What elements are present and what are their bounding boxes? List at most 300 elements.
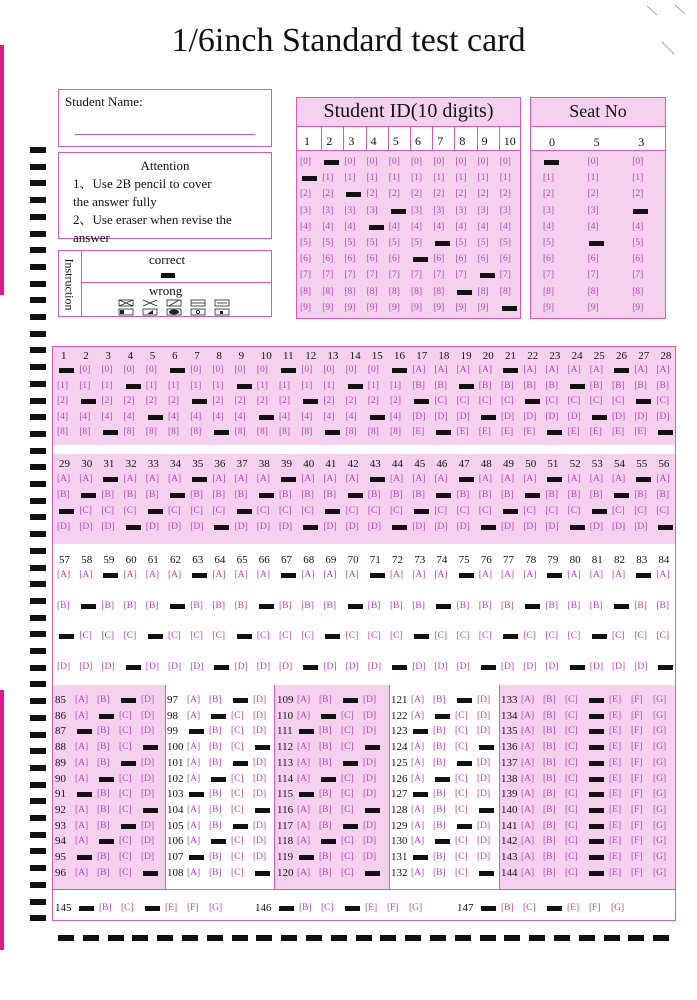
- answer-bubble[interactable]: [E]: [412, 427, 425, 438]
- student-id-bubble[interactable]: [3]: [344, 205, 356, 216]
- answer-bubble[interactable]: [D]: [363, 836, 377, 847]
- student-id-bubble[interactable]: [5]: [455, 238, 467, 248]
- answer-bubble[interactable]: [D]: [477, 820, 491, 831]
- answer-bubble[interactable]: [C]: [565, 695, 578, 705]
- answer-bubble[interactable]: [D]: [253, 820, 267, 831]
- student-id-bubble[interactable]: [2]: [477, 189, 489, 200]
- student-id-bubble[interactable]: [9]: [411, 302, 423, 313]
- answer-bubble[interactable]: [B]: [101, 490, 115, 500]
- answer-bubble[interactable]: [B]: [433, 867, 446, 878]
- answer-bubble[interactable]: [A]: [297, 804, 311, 815]
- answer-bubble[interactable]: [B]: [589, 380, 603, 391]
- answer-bubble[interactable]: [B]: [319, 852, 332, 862]
- answer-bubble[interactable]: [A]: [612, 570, 626, 580]
- answer-bubble[interactable]: [C]: [119, 789, 132, 800]
- student-id-bubble[interactable]: [6]: [344, 254, 356, 265]
- student-id-bubble[interactable]: [6]: [388, 254, 400, 265]
- answer-bubble[interactable]: [C]: [565, 867, 578, 878]
- seat-no-bubble[interactable]: [5]: [632, 238, 644, 248]
- answer-bubble[interactable]: [0]: [190, 365, 202, 375]
- answer-bubble[interactable]: [C]: [231, 836, 244, 847]
- answer-bubble[interactable]: [C]: [523, 631, 536, 641]
- answer-bubble[interactable]: [B]: [412, 380, 425, 391]
- student-id-bubble[interactable]: [2]: [455, 189, 467, 200]
- answer-bubble[interactable]: [C]: [545, 396, 559, 407]
- answer-bubble[interactable]: [A]: [411, 710, 425, 721]
- answer-bubble[interactable]: [1]: [301, 380, 313, 391]
- answer-bubble[interactable]: [8]: [234, 427, 246, 438]
- answer-bubble[interactable]: [C]: [434, 631, 448, 641]
- answer-bubble[interactable]: [B]: [209, 804, 222, 815]
- answer-bubble[interactable]: [A]: [256, 570, 270, 580]
- answer-bubble[interactable]: [2]: [256, 396, 268, 407]
- answer-bubble[interactable]: [C]: [279, 631, 292, 641]
- answer-bubble[interactable]: [4]: [323, 411, 335, 422]
- answer-bubble[interactable]: [C]: [523, 903, 536, 913]
- answer-bubble[interactable]: [C]: [79, 631, 92, 641]
- answer-bubble[interactable]: [A]: [434, 365, 448, 375]
- answer-bubble[interactable]: [D]: [234, 661, 248, 672]
- answer-bubble[interactable]: [D]: [145, 661, 159, 672]
- answer-bubble[interactable]: [D]: [523, 661, 537, 672]
- answer-bubble[interactable]: [D]: [256, 522, 270, 532]
- answer-bubble[interactable]: [B]: [589, 490, 603, 500]
- student-id-bubble[interactable]: [5]: [366, 238, 378, 248]
- answer-bubble[interactable]: [4]: [101, 411, 113, 422]
- answer-bubble[interactable]: [B]: [656, 490, 670, 500]
- student-id-bubble[interactable]: [4]: [300, 221, 312, 232]
- answer-bubble[interactable]: [D]: [501, 661, 515, 672]
- answer-bubble[interactable]: [1]: [212, 380, 224, 391]
- answer-bubble[interactable]: [D]: [79, 661, 93, 672]
- answer-bubble[interactable]: [B]: [501, 600, 514, 611]
- answer-bubble[interactable]: [8]: [123, 427, 135, 438]
- seat-no-bubble[interactable]: [8]: [543, 286, 555, 297]
- answer-bubble[interactable]: [B]: [190, 600, 203, 611]
- answer-bubble[interactable]: [1]: [390, 380, 402, 391]
- answer-bubble[interactable]: [B]: [543, 836, 556, 847]
- answer-bubble[interactable]: [C]: [341, 710, 354, 721]
- answer-bubble[interactable]: [E]: [609, 757, 622, 768]
- answer-bubble[interactable]: [0]: [79, 365, 91, 375]
- answer-bubble[interactable]: [D]: [363, 773, 377, 784]
- answer-bubble[interactable]: [C]: [341, 789, 354, 800]
- student-id-bubble[interactable]: [3]: [499, 205, 511, 216]
- answer-bubble[interactable]: [A]: [297, 820, 311, 831]
- answer-bubble[interactable]: [F]: [631, 695, 643, 705]
- answer-bubble[interactable]: [E]: [609, 726, 622, 737]
- answer-bubble[interactable]: [A]: [501, 570, 515, 580]
- answer-bubble[interactable]: [8]: [79, 427, 91, 438]
- seat-no-bubble[interactable]: [2]: [632, 189, 644, 200]
- answer-bubble[interactable]: [B]: [123, 600, 137, 611]
- answer-bubble[interactable]: [A]: [411, 820, 425, 831]
- answer-bubble[interactable]: [D]: [323, 522, 337, 532]
- student-id-bubble[interactable]: [6]: [366, 254, 378, 265]
- answer-bubble[interactable]: [A]: [478, 365, 492, 375]
- answer-bubble[interactable]: [1]: [367, 380, 379, 391]
- student-id-bubble[interactable]: [8]: [477, 286, 489, 297]
- answer-bubble[interactable]: [B]: [543, 757, 556, 768]
- answer-bubble[interactable]: [C]: [212, 631, 226, 641]
- answer-bubble[interactable]: [C]: [390, 506, 403, 516]
- answer-bubble[interactable]: [A]: [521, 710, 535, 721]
- answer-bubble[interactable]: [D]: [523, 522, 537, 532]
- answer-bubble[interactable]: [D]: [168, 661, 182, 672]
- answer-bubble[interactable]: [B]: [209, 820, 222, 831]
- answer-bubble[interactable]: [B]: [433, 820, 446, 831]
- answer-bubble[interactable]: [C]: [455, 789, 468, 800]
- answer-bubble[interactable]: [B]: [319, 820, 332, 831]
- answer-bubble[interactable]: [D]: [79, 522, 93, 532]
- answer-bubble[interactable]: [A]: [411, 867, 425, 878]
- answer-bubble[interactable]: [A]: [168, 570, 182, 580]
- answer-bubble[interactable]: [A]: [412, 474, 426, 484]
- student-id-bubble[interactable]: [3]: [455, 205, 467, 216]
- student-id-bubble[interactable]: [5]: [477, 238, 489, 248]
- answer-bubble[interactable]: [C]: [434, 396, 448, 407]
- answer-bubble[interactable]: [2]: [390, 396, 402, 407]
- student-id-bubble[interactable]: [5]: [499, 238, 511, 248]
- answer-bubble[interactable]: [C]: [634, 506, 647, 516]
- answer-bubble[interactable]: [A]: [656, 570, 670, 580]
- answer-bubble[interactable]: [4]: [57, 411, 69, 422]
- answer-bubble[interactable]: [C]: [341, 773, 354, 784]
- student-id-bubble[interactable]: [3]: [322, 205, 334, 216]
- answer-bubble[interactable]: [D]: [345, 522, 359, 532]
- answer-bubble[interactable]: [C]: [279, 506, 292, 516]
- student-id-bubble[interactable]: [1]: [322, 173, 334, 184]
- answer-bubble[interactable]: [D]: [141, 852, 155, 862]
- answer-bubble[interactable]: [C]: [341, 742, 354, 753]
- answer-bubble[interactable]: [A]: [187, 757, 201, 768]
- answer-bubble[interactable]: [A]: [521, 867, 535, 878]
- answer-bubble[interactable]: [A]: [456, 365, 470, 375]
- answer-bubble[interactable]: [B]: [545, 380, 559, 391]
- answer-bubble[interactable]: [A]: [412, 570, 426, 580]
- answer-bubble[interactable]: [G]: [653, 726, 667, 737]
- answer-bubble[interactable]: [D]: [477, 852, 491, 862]
- answer-bubble[interactable]: [D]: [190, 661, 204, 672]
- answer-bubble[interactable]: [D]: [456, 411, 470, 422]
- answer-bubble[interactable]: [A]: [656, 474, 670, 484]
- answer-bubble[interactable]: [G]: [209, 903, 223, 913]
- answer-bubble[interactable]: [B]: [434, 380, 448, 391]
- answer-bubble[interactable]: [D]: [412, 522, 426, 532]
- answer-bubble[interactable]: [C]: [231, 726, 244, 737]
- answer-bubble[interactable]: [8]: [168, 427, 180, 438]
- student-id-bubble[interactable]: [1]: [344, 173, 356, 184]
- answer-bubble[interactable]: [D]: [253, 836, 267, 847]
- answer-bubble[interactable]: [B]: [567, 490, 581, 500]
- answer-bubble[interactable]: [C]: [455, 742, 468, 753]
- answer-bubble[interactable]: [C]: [345, 631, 359, 641]
- answer-bubble[interactable]: [C]: [168, 631, 181, 641]
- answer-bubble[interactable]: [D]: [363, 852, 377, 862]
- answer-bubble[interactable]: [D]: [545, 522, 559, 532]
- answer-bubble[interactable]: [D]: [477, 773, 491, 784]
- answer-bubble[interactable]: [F]: [387, 903, 399, 913]
- answer-bubble[interactable]: [D]: [141, 726, 155, 737]
- answer-bubble[interactable]: [0]: [234, 365, 246, 375]
- seat-no-bubble[interactable]: [1]: [632, 173, 644, 184]
- student-id-bubble[interactable]: [8]: [344, 286, 356, 297]
- answer-bubble[interactable]: [F]: [631, 820, 643, 831]
- answer-bubble[interactable]: [A]: [187, 867, 201, 878]
- answer-bubble[interactable]: [C]: [119, 852, 132, 862]
- answer-bubble[interactable]: [C]: [212, 506, 226, 516]
- answer-bubble[interactable]: [C]: [119, 710, 132, 721]
- answer-bubble[interactable]: [B]: [634, 380, 647, 391]
- answer-bubble[interactable]: [D]: [168, 522, 182, 532]
- answer-bubble[interactable]: [D]: [141, 836, 155, 847]
- answer-bubble[interactable]: [4]: [123, 411, 135, 422]
- answer-bubble[interactable]: [8]: [145, 427, 157, 438]
- student-id-bubble[interactable]: [7]: [300, 270, 312, 281]
- answer-bubble[interactable]: [E]: [609, 695, 622, 705]
- answer-bubble[interactable]: [A]: [145, 474, 159, 484]
- answer-bubble[interactable]: [A]: [297, 757, 311, 768]
- answer-bubble[interactable]: [2]: [234, 396, 246, 407]
- answer-bubble[interactable]: [A]: [79, 570, 93, 580]
- answer-bubble[interactable]: [C]: [341, 726, 354, 737]
- answer-bubble[interactable]: [A]: [57, 570, 71, 580]
- answer-bubble[interactable]: [A]: [79, 474, 93, 484]
- answer-bubble[interactable]: [B]: [234, 490, 248, 500]
- answer-bubble[interactable]: [E]: [501, 427, 514, 438]
- student-id-bubble[interactable]: [0]: [433, 157, 445, 167]
- answer-bubble[interactable]: [B]: [478, 380, 492, 391]
- answer-bubble[interactable]: [C]: [231, 773, 244, 784]
- answer-bubble[interactable]: [C]: [345, 506, 359, 516]
- answer-bubble[interactable]: [A]: [411, 757, 425, 768]
- answer-bubble[interactable]: [A]: [521, 804, 535, 815]
- answer-bubble[interactable]: [D]: [589, 522, 603, 532]
- answer-bubble[interactable]: [D]: [456, 522, 470, 532]
- answer-bubble[interactable]: [G]: [653, 757, 667, 768]
- answer-bubble[interactable]: [0]: [212, 365, 224, 375]
- answer-bubble[interactable]: [0]: [256, 365, 268, 375]
- answer-bubble[interactable]: [C]: [565, 836, 578, 847]
- answer-bubble[interactable]: [A]: [412, 365, 426, 375]
- answer-bubble[interactable]: [C]: [231, 742, 244, 753]
- answer-bubble[interactable]: [A]: [345, 570, 359, 580]
- answer-bubble[interactable]: [C]: [231, 789, 244, 800]
- seat-no-bubble[interactable]: [1]: [543, 173, 555, 184]
- answer-bubble[interactable]: [A]: [75, 773, 89, 784]
- answer-bubble[interactable]: [B]: [478, 490, 492, 500]
- answer-bubble[interactable]: [A]: [187, 820, 201, 831]
- student-id-bubble[interactable]: [6]: [300, 254, 312, 265]
- seat-no-bubble[interactable]: [0]: [632, 157, 644, 167]
- seat-no-bubble[interactable]: [7]: [543, 270, 555, 281]
- answer-bubble[interactable]: [D]: [477, 836, 491, 847]
- answer-bubble[interactable]: [A]: [345, 474, 359, 484]
- student-id-bubble[interactable]: [7]: [455, 270, 467, 281]
- answer-bubble[interactable]: [C]: [119, 804, 132, 815]
- student-id-bubble[interactable]: [0]: [499, 157, 511, 167]
- seat-no-bubble[interactable]: [8]: [632, 286, 644, 297]
- student-id-bubble[interactable]: [9]: [300, 302, 312, 313]
- seat-no-bubble[interactable]: [4]: [543, 221, 555, 232]
- student-id-bubble[interactable]: [7]: [499, 270, 511, 281]
- answer-bubble[interactable]: [D]: [434, 661, 448, 672]
- answer-bubble[interactable]: [B]: [543, 695, 556, 705]
- seat-no-bubble[interactable]: [9]: [587, 302, 599, 313]
- answer-bubble[interactable]: [B]: [543, 742, 556, 753]
- student-id-bubble[interactable]: [7]: [322, 270, 334, 281]
- answer-bubble[interactable]: [E]: [612, 427, 625, 438]
- student-id-bubble[interactable]: [6]: [322, 254, 334, 265]
- student-id-bubble[interactable]: [8]: [499, 286, 511, 297]
- answer-bubble[interactable]: [B]: [319, 726, 332, 737]
- answer-bubble[interactable]: [C]: [121, 903, 134, 913]
- student-id-bubble[interactable]: [2]: [322, 189, 334, 200]
- answer-bubble[interactable]: [B]: [97, 695, 110, 705]
- answer-bubble[interactable]: [D]: [477, 726, 491, 737]
- answer-bubble[interactable]: [B]: [209, 695, 222, 705]
- answer-bubble[interactable]: [B]: [543, 726, 556, 737]
- answer-bubble[interactable]: [A]: [75, 836, 89, 847]
- answer-bubble[interactable]: [B]: [319, 757, 332, 768]
- answer-bubble[interactable]: [B]: [612, 380, 625, 391]
- answer-bubble[interactable]: [D]: [523, 411, 537, 422]
- answer-bubble[interactable]: [D]: [501, 411, 515, 422]
- answer-bubble[interactable]: [B]: [543, 820, 556, 831]
- answer-bubble[interactable]: [4]: [79, 411, 91, 422]
- answer-bubble[interactable]: [E]: [567, 903, 580, 913]
- answer-bubble[interactable]: [D]: [367, 522, 381, 532]
- answer-bubble[interactable]: [C]: [190, 631, 203, 641]
- answer-bubble[interactable]: [A]: [634, 365, 648, 375]
- answer-bubble[interactable]: [A]: [323, 570, 337, 580]
- student-id-bubble[interactable]: [9]: [433, 302, 445, 313]
- seat-no-bubble[interactable]: [4]: [587, 221, 599, 232]
- answer-bubble[interactable]: [C]: [119, 726, 132, 737]
- answer-bubble[interactable]: [4]: [234, 411, 246, 422]
- answer-bubble[interactable]: [D]: [567, 411, 581, 422]
- answer-bubble[interactable]: [1]: [145, 380, 157, 391]
- answer-bubble[interactable]: [C]: [231, 852, 244, 862]
- answer-bubble[interactable]: [D]: [101, 661, 115, 672]
- student-id-bubble[interactable]: [2]: [411, 189, 423, 200]
- answer-bubble[interactable]: [D]: [501, 522, 515, 532]
- student-id-bubble[interactable]: [4]: [388, 221, 400, 232]
- answer-bubble[interactable]: [2]: [168, 396, 180, 407]
- answer-bubble[interactable]: [8]: [367, 427, 379, 438]
- answer-bubble[interactable]: [A]: [411, 804, 425, 815]
- answer-bubble[interactable]: [C]: [301, 506, 314, 516]
- answer-bubble[interactable]: [A]: [521, 773, 535, 784]
- student-id-bubble[interactable]: [9]: [366, 302, 378, 313]
- seat-no-bubble[interactable]: [7]: [632, 270, 644, 281]
- answer-bubble[interactable]: [F]: [631, 867, 643, 878]
- answer-bubble[interactable]: [D]: [363, 726, 377, 737]
- student-id-bubble[interactable]: [3]: [433, 205, 445, 216]
- answer-bubble[interactable]: [2]: [212, 396, 224, 407]
- answer-bubble[interactable]: [A]: [612, 474, 626, 484]
- answer-bubble[interactable]: [C]: [545, 631, 559, 641]
- answer-bubble[interactable]: [B]: [390, 490, 403, 500]
- answer-bubble[interactable]: [B]: [57, 490, 70, 500]
- student-id-bubble[interactable]: [7]: [344, 270, 356, 281]
- student-id-bubble[interactable]: [0]: [366, 157, 378, 167]
- answer-bubble[interactable]: [D]: [545, 411, 559, 422]
- student-id-bubble[interactable]: [4]: [477, 221, 489, 232]
- answer-bubble[interactable]: [B]: [212, 490, 226, 500]
- answer-bubble[interactable]: [F]: [631, 757, 643, 768]
- answer-bubble[interactable]: [C]: [101, 506, 115, 516]
- answer-bubble[interactable]: [C]: [79, 506, 92, 516]
- answer-bubble[interactable]: [D]: [141, 773, 155, 784]
- seat-no-bubble[interactable]: [2]: [587, 189, 599, 200]
- answer-bubble[interactable]: [C]: [523, 506, 536, 516]
- answer-bubble[interactable]: [B]: [433, 726, 446, 737]
- answer-bubble[interactable]: [A]: [523, 365, 537, 375]
- answer-bubble[interactable]: [A]: [256, 474, 270, 484]
- student-id-bubble[interactable]: [3]: [411, 205, 423, 216]
- student-id-bubble[interactable]: [9]: [388, 302, 400, 313]
- answer-bubble[interactable]: [D]: [345, 661, 359, 672]
- student-id-bubble[interactable]: [5]: [388, 238, 400, 248]
- answer-bubble[interactable]: [C]: [456, 396, 470, 407]
- answer-bubble[interactable]: [D]: [141, 789, 155, 800]
- answer-bubble[interactable]: [C]: [565, 773, 578, 784]
- answer-bubble[interactable]: [C]: [119, 836, 132, 847]
- answer-bubble[interactable]: [C]: [256, 506, 270, 516]
- answer-bubble[interactable]: [B]: [101, 600, 115, 611]
- answer-bubble[interactable]: [A]: [297, 710, 311, 721]
- answer-bubble[interactable]: [0]: [301, 365, 313, 375]
- student-id-bubble[interactable]: [1]: [477, 173, 489, 184]
- answer-bubble[interactable]: [C]: [612, 506, 625, 516]
- student-id-bubble[interactable]: [5]: [344, 238, 356, 248]
- answer-bubble[interactable]: [B]: [433, 742, 446, 753]
- answer-bubble[interactable]: [B]: [433, 757, 446, 768]
- student-id-bubble[interactable]: [7]: [411, 270, 423, 281]
- answer-bubble[interactable]: [0]: [323, 365, 335, 375]
- answer-bubble[interactable]: [A]: [411, 695, 425, 705]
- student-id-bubble[interactable]: [3]: [300, 205, 312, 216]
- answer-bubble[interactable]: [A]: [478, 474, 492, 484]
- answer-bubble[interactable]: [4]: [212, 411, 224, 422]
- answer-bubble[interactable]: [B]: [367, 490, 381, 500]
- answer-bubble[interactable]: [8]: [390, 427, 402, 438]
- answer-bubble[interactable]: [A]: [589, 365, 603, 375]
- answer-bubble[interactable]: [A]: [297, 695, 311, 705]
- answer-bubble[interactable]: [B]: [543, 789, 556, 800]
- answer-bubble[interactable]: [B]: [209, 726, 222, 737]
- answer-bubble[interactable]: [D]: [253, 695, 267, 705]
- answer-bubble[interactable]: [C]: [341, 804, 354, 815]
- answer-bubble[interactable]: [G]: [653, 710, 667, 721]
- answer-bubble[interactable]: [A]: [521, 820, 535, 831]
- answer-bubble[interactable]: [0]: [345, 365, 357, 375]
- answer-bubble[interactable]: [C]: [565, 789, 578, 800]
- student-id-bubble[interactable]: [0]: [411, 157, 423, 167]
- answer-bubble[interactable]: [D]: [256, 661, 270, 672]
- answer-bubble[interactable]: [C]: [168, 506, 181, 516]
- answer-bubble[interactable]: [F]: [631, 710, 643, 721]
- answer-bubble[interactable]: [8]: [301, 427, 313, 438]
- student-id-bubble[interactable]: [5]: [322, 238, 334, 248]
- answer-bubble[interactable]: [B]: [212, 600, 226, 611]
- answer-bubble[interactable]: [A]: [523, 474, 537, 484]
- answer-bubble[interactable]: [C]: [478, 631, 492, 641]
- answer-bubble[interactable]: [B]: [543, 804, 556, 815]
- answer-bubble[interactable]: [D]: [589, 661, 603, 672]
- answer-bubble[interactable]: [A]: [545, 365, 559, 375]
